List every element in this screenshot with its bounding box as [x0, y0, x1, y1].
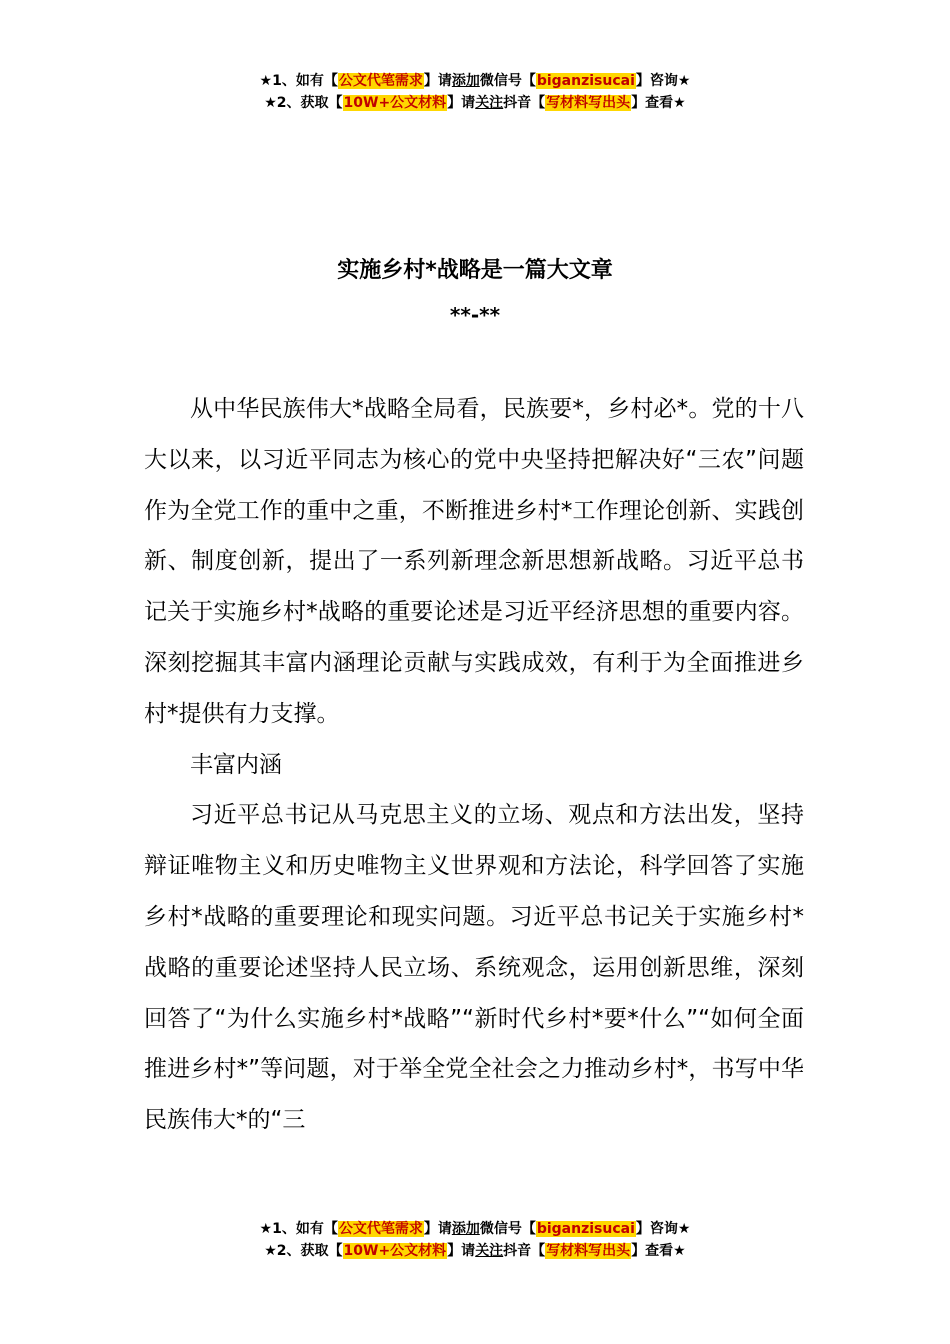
banner-text: 】查看★: [631, 1243, 686, 1259]
footer-banner: [0, 1218, 950, 1262]
banner-text: ★2、获取【: [264, 95, 343, 111]
underlined-text: 关注: [475, 1243, 504, 1259]
underlined-text: 添加: [451, 73, 480, 89]
highlight-text: 10W+公文材料: [343, 1243, 447, 1259]
banner-text: 】请: [423, 73, 452, 89]
highlight-text: 公文代笔需求: [338, 1221, 423, 1237]
highlight-text: 写材料写出头: [546, 1243, 631, 1259]
banner-text: 】咨询★: [635, 1221, 691, 1237]
banner-text: ★1、如有【: [259, 1221, 338, 1237]
paragraph: 从中华民族伟大*战略全局看，民族要*，乡村必*。党的十八大以来，以习近平同志为核心的党中央坚持把解决好“三农”问题作为全党工作的重中之重，不断推进乡村*工作理论创新、实践创新、制度创新，提出了一系列新理念新思想新战略。习近平总书记关于实施乡村*战略的重要论述是习近平经济思想的重要内容。深刻挖掘其丰富内涵理论贡献与实践成效，有利于为全面推进乡村*提供有力支撑。: [144, 396, 804, 727]
banner-text: 抖音【: [503, 95, 546, 111]
banner-text: 】请: [447, 95, 476, 111]
underlined-text: 关注: [475, 95, 504, 111]
banner-text: 抖音【: [503, 1243, 546, 1259]
banner-text: 微信号【: [479, 1221, 536, 1237]
banner-text: 微信号【: [479, 73, 536, 89]
highlight-text: biganzisucai: [536, 1221, 635, 1237]
document-body: [144, 384, 804, 1146]
section-heading: 丰富内涵: [190, 751, 282, 778]
paragraph: 习近平总书记从马克思主义的立场、观点和方法出发，坚持辩证唯物主义和历史唯物主义世界观和方法论，科学回答了实施乡村*战略的重要理论和现实问题。习近平总书记关于实施乡村*战略的重要论述坚持人民立场、系统观念，运用创新思维，深刻回答了“为什么实施乡村*战略”“新时代乡村*要*什么”“如何全面推进乡村*”等问题，对于举全党全社会之力推动乡村*，书写中华民族伟大*的“三: [144, 802, 804, 1134]
banner-line-1: [0, 70, 950, 92]
banner-line-2: [0, 1240, 950, 1262]
banner-text: 】咨询★: [635, 73, 691, 89]
banner-text: 】请: [423, 1221, 452, 1237]
document-author: **-**: [449, 303, 501, 327]
banner-text: ★2、获取【: [264, 1243, 343, 1259]
document-title: 实施乡村*战略是一篇大文章: [337, 258, 613, 283]
highlight-text: 公文代笔需求: [338, 73, 423, 89]
banner-text: ★1、如有【: [259, 73, 338, 89]
banner-text: 】查看★: [631, 95, 686, 111]
highlight-text: 10W+公文材料: [343, 95, 447, 111]
banner-line-2: [0, 92, 950, 114]
underlined-text: 添加: [451, 1221, 480, 1237]
highlight-text: biganzisucai: [536, 73, 635, 89]
banner-line-1: [0, 1218, 950, 1240]
header-banner: [0, 70, 950, 114]
highlight-text: 写材料写出头: [546, 95, 631, 111]
banner-text: 】请: [447, 1243, 476, 1259]
